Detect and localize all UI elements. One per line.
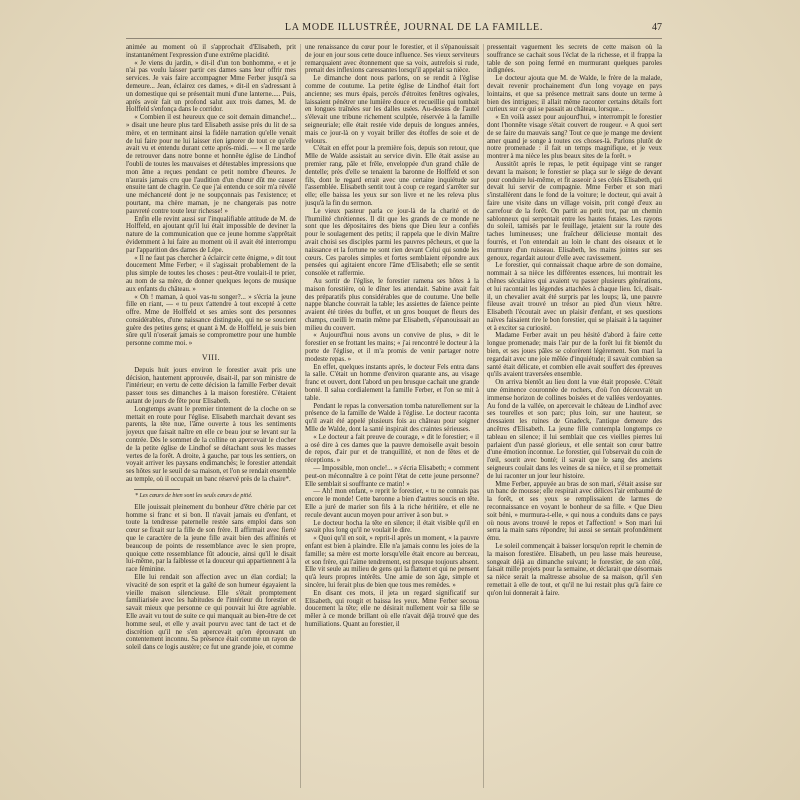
paragraph: Le docteur hocha la tête en silence; il était visible qu'il en savait plus long qu'il ne voulait le dire. <box>305 519 479 535</box>
text-column-3 <box>487 44 662 788</box>
paragraph: Madame Ferber avait un peu hésité d'abord à faire cette longue promenade; mais l'air pur de la forêt lui fit bientôt du bien, et ses joues pâles se colorèrent légèrement. Son mari la regardait avec une joie mêlée d'inquiétude; il savait combien sa santé était délicate, et combien elle avait souffert des épreuves qu'ils avaient traversées ensemble. <box>487 332 662 379</box>
paragraph: « Oh ! maman, à quoi vas-tu songer?... » s'écria la jeune fille en riant, — « tu peux t'attendre à tout excepté à cette offre. Mme de Holffeld et ses amies sont des personnes considérables, d'une naissance distinguée, qui ne se soucient guère des petites gens; et quant à M. de Holffeld, je suis bien sûre qu'il n'oserait jamais se compromettre pour une humble personne comme moi. » <box>126 293 296 348</box>
paragraph: Le dimanche dont nous parlons, on se rendit à l'église comme de coutume. La petite église de Lindhof était fort ancienne; ses murs épais, percés d'étroites fenêtres ogivales, laissaient pénétrer une lumière douce et recueillie qui tombait en longues traînées sur les dalles usées. Au-dessus de l'autel s'élevait une tribune richement sculptée, réservée à la famille seigneuriale; elle était restée vide depuis de longues années, mais ce jour-là on y voyait briller des étoffes de soie et de velours. <box>305 75 479 145</box>
paragraph: animée au moment où il s'approchait d'Elisabeth, prit instantanément l'expression d'une extrême placidité. <box>126 44 296 59</box>
text-column-1 <box>126 44 296 788</box>
column-divider <box>300 44 301 788</box>
paragraph: Depuis huit jours environ le forestier avait pris une décision, hautement approuvée, disait-il, par son ministre de l'intérieur; en vertu de cette décision la famille Ferber devait passer tous ses dimanches à la maison forestière. C'étaient autant de jours de fête pour Elisabeth. <box>126 366 296 406</box>
column-divider <box>483 44 484 788</box>
paragraph: On arriva bientôt au lieu dont la vue était proposée. C'était une éminence couronnée de rochers, d'où l'on découvrait un immense horizon de collines boisées et de vallées verdoyantes. Au fond de la vallée, on apercevait le château de Lindhof avec ses tourelles et son parc; plus loin, sur une hauteur, se dressaient les ruines de Gnadeck, l'antique demeure des ancêtres d'Elisabeth. La jeune fille contempla longtemps ce tableau en silence; il lui semblait que ces vieilles pierres lui parlaient d'un passé glorieux, et elle sentait son cœur battre d'une émotion inconnue. Le forestier, qui l'observait du coin de l'œil, sourit avec bonté; il savait que le sang des anciens seigneurs coulait dans les veines de sa nièce, et il se promettait de lui raconter un jour leur histoire. <box>487 379 662 480</box>
header-rule <box>126 38 662 39</box>
paragraph: une renaissance du cœur pour le forestier, et il s'épanouissait de jour en jour sous cette douce influence. Ses vieux serviteurs remarquaient avec étonnement que sa voix, autrefois si rude, prenait des inflexions caressantes lorsqu'il appelait sa nièce. <box>305 44 479 75</box>
paragraph: « En voilà assez pour aujourd'hui, » interrompit le forestier dont l'honnête visage s'était couvert de rougeur. « A quoi sert de se faire du mauvais sang? Tout ce que je mange me devient amer quand je songe à toutes ces choses-là. Parlons plutôt de notre promenade : il fait un temps magnifique, et je veux montrer à ma nièce les plus beaux sites de la forêt. » <box>487 114 662 161</box>
footnote-rule <box>134 489 180 490</box>
paragraph: Le docteur ajouta que M. de Walde, le frère de la malade, devait revenir prochainement d'un long voyage en pays lointains, et que sa présence mettrait sans doute un terme à bien des intrigues; il allait même raconter certains détails fort curieux sur ce qui se passait au château, lorsque... <box>487 75 662 114</box>
paragraph: « Aujourd'hui nous avons un convive de plus, » dit le forestier en se frottant les mains; « j'ai rencontré le docteur à la porte de l'église, et il m'a promis de venir partager notre modeste repas. » <box>305 332 479 363</box>
paragraph: Le soleil commençait à baisser lorsqu'on reprit le chemin de la maison forestière. Elisabeth, un peu lasse mais heureuse, songeait déjà au dimanche suivant; le forestier, de son côté, faisait mille projets pour la semaine, et déclarait que désormais sa nièce serait la maîtresse absolue de sa maison, qu'il s'en remettait à elle de tout, et qu'il ne lui restait plus qu'à faire ce qu'on lui donnerait à faire. <box>487 543 662 597</box>
text-column-2 <box>305 44 479 788</box>
paragraph: Longtemps avant le premier tintement de la cloche on se mettait en route pour l'église. Elisabeth marchait devant ses parents, la tête nue, l'âme ouverte à tous les sentiments joyeux que faisait naître en elle ce beau jour se levant sur la contrée. Dès le sommet de la colline on apercevait le clocher de la petite église de Lindhof se détachant sous les masses vertes de la forêt. A droite, à gauche, par tous les sentiers, on voyait arriver les paysans endimanchés; le forestier attendait ses hôtes sur le seuil de sa maison, et l'on se rendait ensemble au temple, où il occupait un banc réservé près de la chaire*. <box>126 405 296 484</box>
paragraph: « Quoi qu'il en soit, » reprit-il après un moment, « la pauvre enfant est bien à plaindre. Elle n'a jamais connu les joies de la famille; sa mère est morte lorsqu'elle était encore au berceau, et son frère, qui l'aime tendrement, est presque toujours absent. Elle vit seule au milieu de gens qui la flattent et qui ne pensent qu'à leurs propres intérêts. Une amie de son âge, simple et sincère, lui ferait plus de bien que tous mes remèdes. » <box>305 535 479 589</box>
paragraph: Elle lui rendait son affection avec un élan cordial; la vivacité de son esprit et la gaîté de son humeur égayaient la vieille maison silencieuse. Elle s'était promptement familiarisée avec les habitudes de l'intérieur du forestier et savait mieux que personne ce qui pouvait lui être agréable. Elle avait vu tout de suite ce qui manquait au bien-être de cet homme seul, et elle y avait pourvu avec tant de tact et de discrétion qu'il ne s'en apercevait qu'en éprouvant un contentement inconnu. Sa présence était comme un rayon de soleil dans ce logis austère; ce fut une grande joie, et comme <box>126 574 296 652</box>
paragraph: En effet, quelques instants après, le docteur Fels entra dans la salle. C'était un homme d'environ quarante ans, au visage franc et ouvert, dont l'abord un peu brusque cachait une grande bonté. Il salua cordialement la famille Ferber, et l'on se mit à table. <box>305 363 479 402</box>
chapter-heading: VIII. <box>201 353 221 363</box>
paragraph: Au sortir de l'église, le forestier ramena ses hôtes à la maison forestière, où le dîner les attendait. Sabine avait fait des préparatifs plus considérables que de coutume. Une belle nappe blanche couvrait la table; les assiettes de faïence peinte avaient été tirées du buffet, et un gros bouquet de fleurs des champs, cueilli le matin même par Elisabeth, s'épanouissait au milieu du couvert. <box>305 277 479 332</box>
paragraph: Le vieux pasteur parla ce jour-là de la charité et de l'humilité chrétiennes. Il dit que les grands de ce monde ne sont que les dépositaires des biens que Dieu leur a confiés pour le soulagement des petits; il rappela que le divin Maître avait choisi ses disciples parmi les pauvres pêcheurs, et que la naissance et la fortune ne sont rien devant Celui qui sonde les cœurs. Ces paroles simples et fortes semblaient répondre aux pensées qui agitaient encore l'âme d'Elisabeth; elle se sentit consolée et raffermie. <box>305 207 479 278</box>
paragraph: pressentait vaguement les secrets de cette maison où la souffrance se cachait sous l'éclat de la richesse, et il frappa la table de son poing fermé en murmurant quelques paroles indignées. <box>487 44 662 75</box>
paragraph: Le forestier, qui connaissait chaque arbre de son domaine, nommait à sa nièce les différentes essences, lui montrait les chênes séculaires qui avaient vu passer plusieurs générations, et lui racontait les légendes attachées à chaque lieu. Ici, disait-il, un chevalier avait été surpris par les loups; là, une pauvre fileuse avait trouvé un trésor au pied d'un vieux hêtre. Elisabeth l'écoutait avec un plaisir d'enfant, et ses questions naïves faisaient rire le bon forestier, qui se plaisait à la taquiner et à exciter sa curiosité. <box>487 262 662 332</box>
paragraph: « Combien il est heureux que ce soit demain dimanche!... » disait une heure plus tard Elisabeth assise près du lit de sa mère, et en terminant ainsi la fidèle narration qu'elle venait de lui faire pour ne lui laisser rien ignorer de tout ce qu'elle avait vu et entendu durant cette après-midi. — « Il me tarde de retrouver dans notre bonne et honnête église de Lindhof l'oubli de toutes les mauvaises et détestables impressions que mon âme a reçues pendant ce petit nombre d'heures. Je n'aurais jamais cru que l'audition d'un chœur dût me causer ensuite tant de chagrin. Ce que j'ai entendu ce soir m'a révélé une méchanceté dont je ne soupçonnais pas l'existence; et pourtant, ma chère maman, je ne changerais pas notre pauvreté contre toute leur richesse! » <box>126 114 296 215</box>
footnote: * Les cœurs de bien sont les seuls cœurs de pitié. <box>135 492 253 499</box>
paragraph: Mme Ferber, appuyée au bras de son mari, s'était assise sur un banc de mousse; elle respirait avec délices l'air embaumé de la forêt, et ses yeux se remplissaient de larmes de reconnaissance en voyant le bonheur de sa fille. « Que Dieu soit béni, » murmura-t-elle, « qui nous a conduits dans ce pays où nous avons trouvé le repos et l'affection! » Son mari lui serra la main sans répondre; lui aussi se sentait profondément ému. <box>487 480 662 543</box>
paragraph: — Impossible, mon oncle!... » s'écria Elisabeth; « comment peut-on méconnaître à ce point l'état de cette jeune personne? Elle semblait si souffrante ce matin! » <box>305 465 479 488</box>
paragraph: Enfin elle revint aussi sur l'inqualifiable attitude de M. de Holffeld, en ajoutant qu'il lui était impossible de deviner la nature de la communication que ce jeune homme s'apprêtait évidemment à lui faire au moment où il avait été interrompu par l'apparition des dames de Lépe. <box>126 215 296 254</box>
paragraph: « Il ne faut pas chercher à éclaircir cette énigme, » dit tout doucement Mme Ferber; « il s'agissait probablement de la plus simple de toutes les choses : peut-être voulait-il te prier, au nom de sa mère, de donner quelques leçons de musique aux enfants du château. » <box>126 254 296 293</box>
paragraph: Pendant le repas la conversation tomba naturellement sur la présence de la famille de Walde à l'église. Le docteur raconta qu'il avait été appelé plusieurs fois au château pour soigner Mlle de Walde, dont la santé inspirait des craintes sérieuses. <box>305 402 479 434</box>
paragraph: En disant ces mots, il jeta un regard significatif sur Elisabeth, qui rougit et baissa les yeux. Mme Ferber secoua doucement la tête; elle ne désirait nullement voir sa fille se mêler à ce monde brillant où elle n'avait déjà trouvé que des humiliations. Quant au forestier, il <box>305 589 479 628</box>
paragraph: « Je viens du jardin, » dit-il d'un ton bonhomme, « et je n'ai pas voulu laisser partir ces dames sans leur offrir mes services. Je vais faire accompagner Mme Ferber jusqu'à sa demeure... Jean, éclairez ces dames, » dit-il en s'adressant à un domestique qui se présentait muni d'une lanterne..... Puis, après avoir fait un profond salut aux trois dames, M. de Holffeld s'enfonça dans le corridor. <box>126 59 296 114</box>
paragraph: — Ah! mon enfant, » reprit le forestier, « tu ne connais pas encore le monde! Cette baronne a bien d'autres soucis en tête. Elle a juré de marier son fils à la riche héritière, et elle ne recule devant aucun moyen pour arriver à son but. » <box>305 488 479 519</box>
running-title: LA MODE ILLUSTRÉE, JOURNAL DE LA FAMILLE. <box>284 22 544 33</box>
paragraph: « Le docteur a fait preuve de courage, » dit le forestier; « il a osé dire à ces dames que la pauvre demoiselle avait besoin de repos, d'air pur et de tranquillité, et non de fêtes et de réceptions. » <box>305 433 479 465</box>
paragraph: C'était en effet pour la première fois, depuis son retour, que Mlle de Walde assistait au service divin. Elle était assise au premier rang, pâle et frêle, enveloppée d'un grand châle de dentelle; près d'elle se tenaient la baronne de Holffeld et son fils, dont le regard errait avec une certaine inquiétude sur l'assemblée. Elisabeth sentit tout à coup ce regard s'arrêter sur elle; elle baissa les yeux sur son livre et ne les releva plus jusqu'à la fin du sermon. <box>305 145 479 207</box>
paragraph: Aussitôt après le repas, le petit équipage vint se ranger devant la maison; le forestier se plaça sur le siége de devant pour conduire lui-même, et fit asseoir à ses côtés Elisabeth, qui devait lui servir de compagnie. Mme Ferber et son mari s'installèrent dans le fond de la voiture; le docteur, qui avait à faire une visite dans un village voisin, prit congé d'eux au carrefour de la forêt. On partit au petit trot, par un chemin sablonneux qui serpentait entre les hautes futaies. Les rayons du soleil, tamisés par le feuillage, jetaient sur la route des taches lumineuses; une fraîcheur délicieuse montait des fourrés, et l'on entendait au loin le chant des oiseaux et le murmure d'un ruisseau. Elisabeth, les mains jointes sur ses genoux, regardait autour d'elle avec ravissement. <box>487 160 662 262</box>
paragraph: Elle jouissait pleinement du bonheur d'être chérie par cet homme si franc et si bon. Il n'avait jamais eu d'enfant, et toute la tendresse paternelle restée sans emploi dans son cœur se fixait sur la fille de son frère. Il affirmait avec fierté que le caractère de la jeune fille avait bien des affinités et beaucoup de points de ressemblance avec le sien propre, quoique cette ressemblance fût adoucie, ainsi qu'il le disait lui-même, par la faiblesse et la douceur qui appartiennent à la race féminine. <box>126 503 296 574</box>
page-number: 47 <box>652 22 662 33</box>
